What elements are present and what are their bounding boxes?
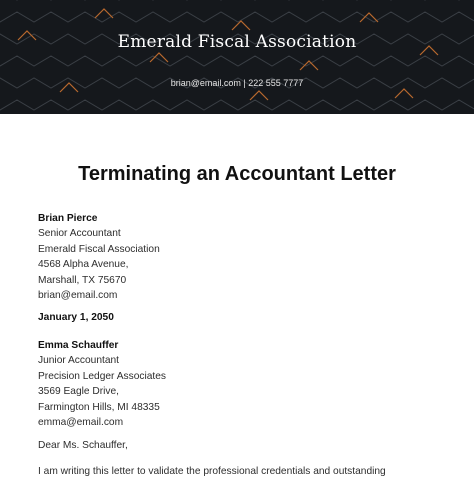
recipient-company: Precision Ledger Associates	[38, 370, 166, 382]
salutation: Dear Ms. Schauffer,	[38, 440, 128, 451]
recipient-name: Emma Schauffer	[38, 340, 119, 351]
pattern-line	[0, 56, 474, 66]
sender-street: 4568 Alpha Avenue,	[38, 259, 129, 271]
sender-city: Marshall, TX 75670	[38, 274, 127, 286]
pattern-accent	[395, 89, 413, 98]
sender-company: Emerald Fiscal Association	[38, 243, 160, 255]
sender-position: Senior Accountant	[38, 228, 121, 240]
contact-line: brian@email.com | 222 555 7777	[170, 78, 304, 88]
letter-body-start: I am writing this letter to validate the professional credentials and outstanding	[38, 466, 386, 477]
pattern-line	[0, 100, 474, 110]
pattern-accent	[250, 91, 268, 100]
organization-name: Emerald Fiscal Association	[117, 32, 357, 52]
decorative-pattern	[0, 0, 474, 114]
pattern-line	[0, 12, 474, 22]
pattern-accent	[300, 61, 318, 70]
recipient-city: Farmington Hills, MI 48335	[38, 401, 160, 413]
letter-title: Terminating an Accountant Letter	[78, 163, 396, 185]
pattern-accent	[360, 13, 378, 22]
pattern-accent	[150, 53, 168, 62]
letterhead-banner	[0, 0, 474, 114]
letter-date: January 1, 2050	[38, 312, 114, 323]
recipient-street: 3569 Eagle Drive,	[38, 386, 119, 398]
sender-block	[38, 211, 160, 303]
pattern-accent	[232, 21, 250, 30]
recipient-email: emma@email.com	[38, 417, 124, 429]
recipient-position: Junior Accountant	[38, 355, 119, 367]
recipient-block	[38, 338, 166, 430]
sender-name: Brian Pierce	[38, 213, 98, 224]
sender-email: brian@email.com	[38, 290, 118, 302]
